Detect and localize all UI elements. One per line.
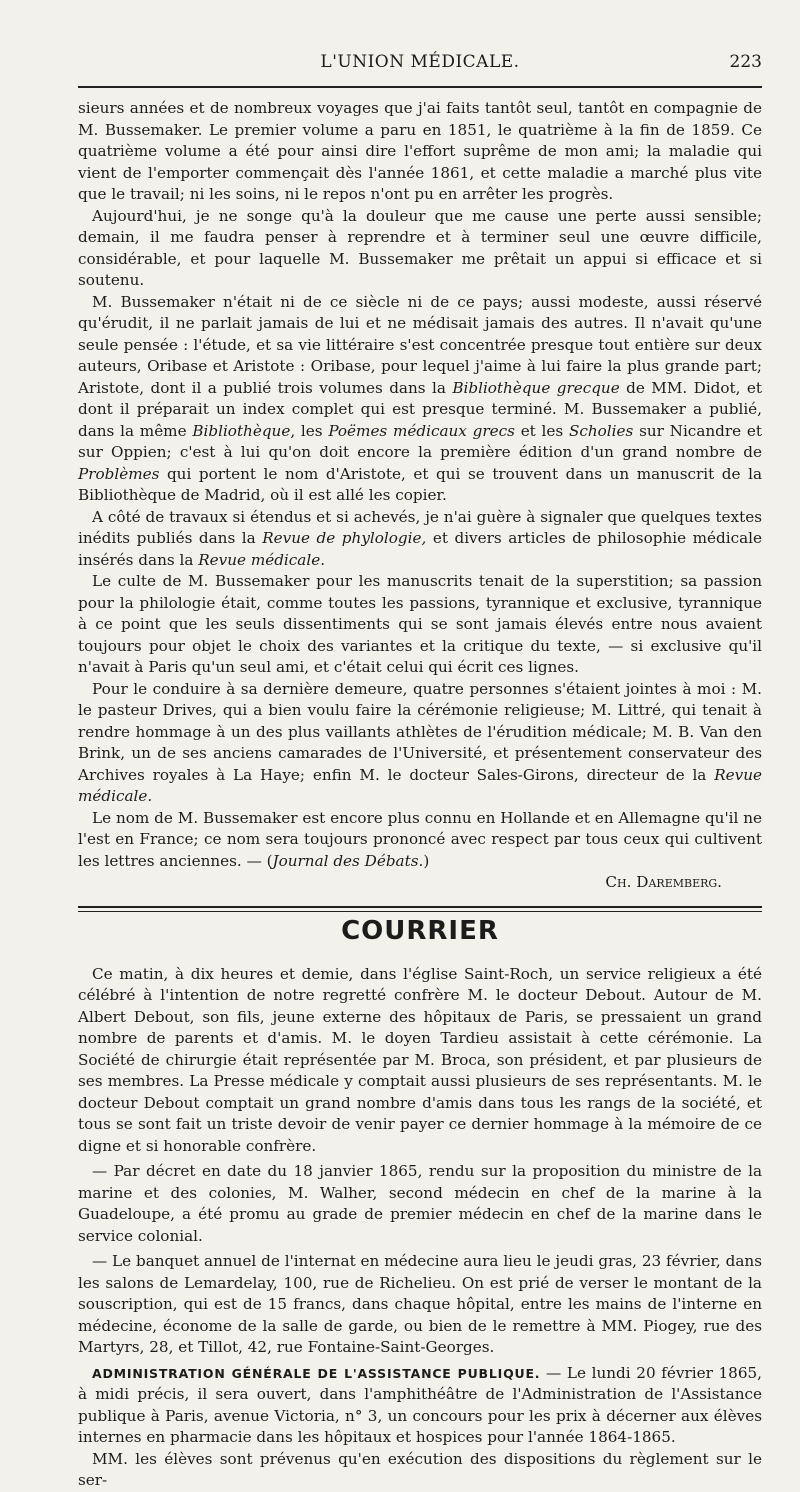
- italic-title: Poëmes médicaux grecs: [328, 421, 515, 440]
- news-paragraph: [78, 1363, 762, 1449]
- courrier-section: [78, 964, 762, 1492]
- news-paragraph: — Le banquet annuel de l'internat en médecine aura lieu le jeudi gras, 23 février, dans les salons de Lemardelay, 100, rue de Richelieu. On est prié de verser le montant de la souscription, qui est de 15 francs, dans chaque hôpital, entre les mains de l'interne en médecine, économe de la salle de garde, ou bien de le remettre à MM. Piogey, rue des Martyrs, 28, et Tillot, 42, rue Fontaine-Saint-Georges.: [78, 1252, 762, 1356]
- obituary-article: [78, 98, 762, 894]
- news-paragraph: Ce matin, à dix heures et demie, dans l'église Saint-Roch, un service religieux a été célébré à l'intention de notre regretté confrère M. le docteur Debout. Autour de M. Albert Debout, son fils, jeune externe des hôpitaux de Paris, se pressaient un grand nombre de parents et d'amis. M. le doyen Tardieu assistait à cette cérémonie. La Société de chirurgie était représentée par M. Broca, son président, et par plusieurs de ses membres. La Presse médicale y comptait aussi plusieurs de ses représentants. M. le docteur Debout comptait un grand nombre d'amis dans tous les rangs de la société, et tous se sont fait un triste devoir de venir payer ce dernier hommage à la mémoire de ce digne et si honorable confrère.: [78, 964, 762, 1155]
- italic-title: Journal des Débats.: [272, 851, 424, 870]
- italic-title: Revue médicale.: [198, 550, 326, 569]
- section-divider: [78, 906, 762, 912]
- italic-title: Revue de phylologie,: [262, 529, 427, 547]
- obituary-paragraph: [78, 292, 762, 507]
- italic-title: Bibliothèque grecque: [452, 378, 620, 397]
- obituary-paragraph: Aujourd'hui, je ne songe qu'à la douleur que me cause une perte aussi sensible; demain, il me faudra penser à reprendre et à terminer seul une œuvre difficile, considérable, et pour laquelle M. Bussemaker me prêtait un appui si efficace et si soutenu.: [78, 206, 762, 289]
- text-run: M. Bussemaker n'était ni de ce siècle ni de ce pays; aussi modeste, aussi réservé qu'érudit, il ne parlait jamais de lui et ne médisait jamais des autres. Il n'avait qu'une seule pensée : l'étude, et sa vie littéraire s'est concentrée presque tout entière sur deux auteurs, Oribase et Aristote : Oribase, pour lequel j'aime à lui faire la plus grande part; Aristote, dont il a publié trois volumes dans la: [78, 292, 762, 397]
- page-number: 223: [729, 52, 762, 72]
- header-rule: [78, 86, 762, 88]
- running-title: L'UNION MÉDICALE.: [320, 52, 520, 72]
- text-run: — Le lundi 20 février 1865, à midi précis, il sera ouvert, dans l'amphithéâtre de l'Administration de l'Assistance publique à Paris, avenue Victoria, n° 3, un concours pour les prix à décerner aux élèves internes en pharmacie dans les hôpitaux et hospices pour l'année 1864-1865.: [78, 1363, 762, 1446]
- italic-title: Bibliothèque: [192, 421, 291, 440]
- obituary-paragraph: [78, 507, 762, 572]
- page-header: [78, 52, 762, 80]
- obituary-paragraph: [78, 808, 762, 873]
- obituary-paragraph: sieurs années et de nombreux voyages que j'ai faits tantôt seul, tantôt en compagnie de M. Bussemaker. Le premier volume a paru en 1851, le quatrième à la fin de 1859. Ce quatrième volume a été pour ainsi dire l'effort suprême de mon ami; la maladie qui vient de l'emporter commençait dès l'année 1861, et cette maladie a marché plus vite que le travail; ni les soins, ni le repos n'ont pu en arrêter les progrès.: [78, 99, 762, 203]
- text-run: A côté de travaux si étendus et si achevés, je n'ai guère à signaler que quelques textes inédits publiés dans la: [78, 507, 762, 547]
- signature: Ch. Daremberg.: [605, 873, 722, 891]
- news-paragraph: MM. les élèves sont prévenus qu'en exécution des dispositions du règlement sur le ser-: [78, 1449, 762, 1489]
- section-title: COURRIER: [341, 915, 499, 946]
- notice-label: ADMINISTRATION GÉNÉRALE DE L'ASSISTANCE PUBLIQUE.: [92, 1365, 541, 1381]
- text-run: et les: [514, 421, 569, 440]
- signature-row: [78, 872, 762, 894]
- text-run: ): [423, 851, 430, 870]
- text-run: de MM. Didot, et dont il préparait un index complet qui est presque terminé. M. Bussemaker a publié, dans la même: [78, 378, 763, 440]
- news-paragraph: — Par décret en date du 18 janvier 1865, rendu sur la proposition du ministre de la marine et des colonies, M. Walher, second médecin en chef de la marine à la Guadeloupe, a été promu au grade de premier médecin en chef de la marine dans le service colonial.: [78, 1162, 762, 1245]
- obituary-paragraph: Le culte de M. Bussemaker pour les manuscrits tenait de la superstition; sa passion pour la philologie était, comme toutes les passions, tyrannique et exclusive, tyrannique à ce point que les seuls dissentiments qui se sont jamais élevés entre nous avaient toujours pour objet le choix des variantes et la critique du texte, — si exclusive qu'il n'avait à Paris qu'un seul ami, et c'était celui qui écrit ces lignes.: [78, 572, 762, 676]
- text-run: qui portent le nom d'Aristote, et qui se trouvent dans un manuscrit de la Bibliothèque de Madrid, où il est allé les copier.: [78, 464, 762, 504]
- obituary-paragraph: [78, 679, 762, 808]
- text-run: sur Nicandre et sur Oppien; c'est à lui qu'on doit encore la première édition d'un grand nombre de: [78, 421, 762, 461]
- italic-title: Scholies: [568, 421, 634, 440]
- italic-title: Revue médicale.: [78, 765, 762, 805]
- text-run: et divers articles de philosophie médicale insérés dans la: [78, 529, 762, 569]
- text-run: Le nom de M. Bussemaker est encore plus connu en Hollande et en Allemagne qu'il ne l'est en France; ce nom sera toujours prononcé avec respect par tous ceux qui cultivent les lettres anciennes. — (: [78, 808, 762, 870]
- italic-title: Problèmes: [78, 464, 160, 483]
- text-run: , les: [290, 421, 329, 440]
- text-run: Pour le conduire à sa dernière demeure, quatre personnes s'étaient jointes à moi : M. le pasteur Drives, qui a bien voulu faire la cérémonie religieuse; M. Littré, qui tenait à rendre hommage à un des plus vaillants athlètes de l'érudition médicale; M. B. Van den Brink, un de ses anciens camarades de l'Université, et présentement conservateur des Archives royales à La Haye; enfin M. le docteur Sales-Girons, directeur de la: [78, 679, 762, 784]
